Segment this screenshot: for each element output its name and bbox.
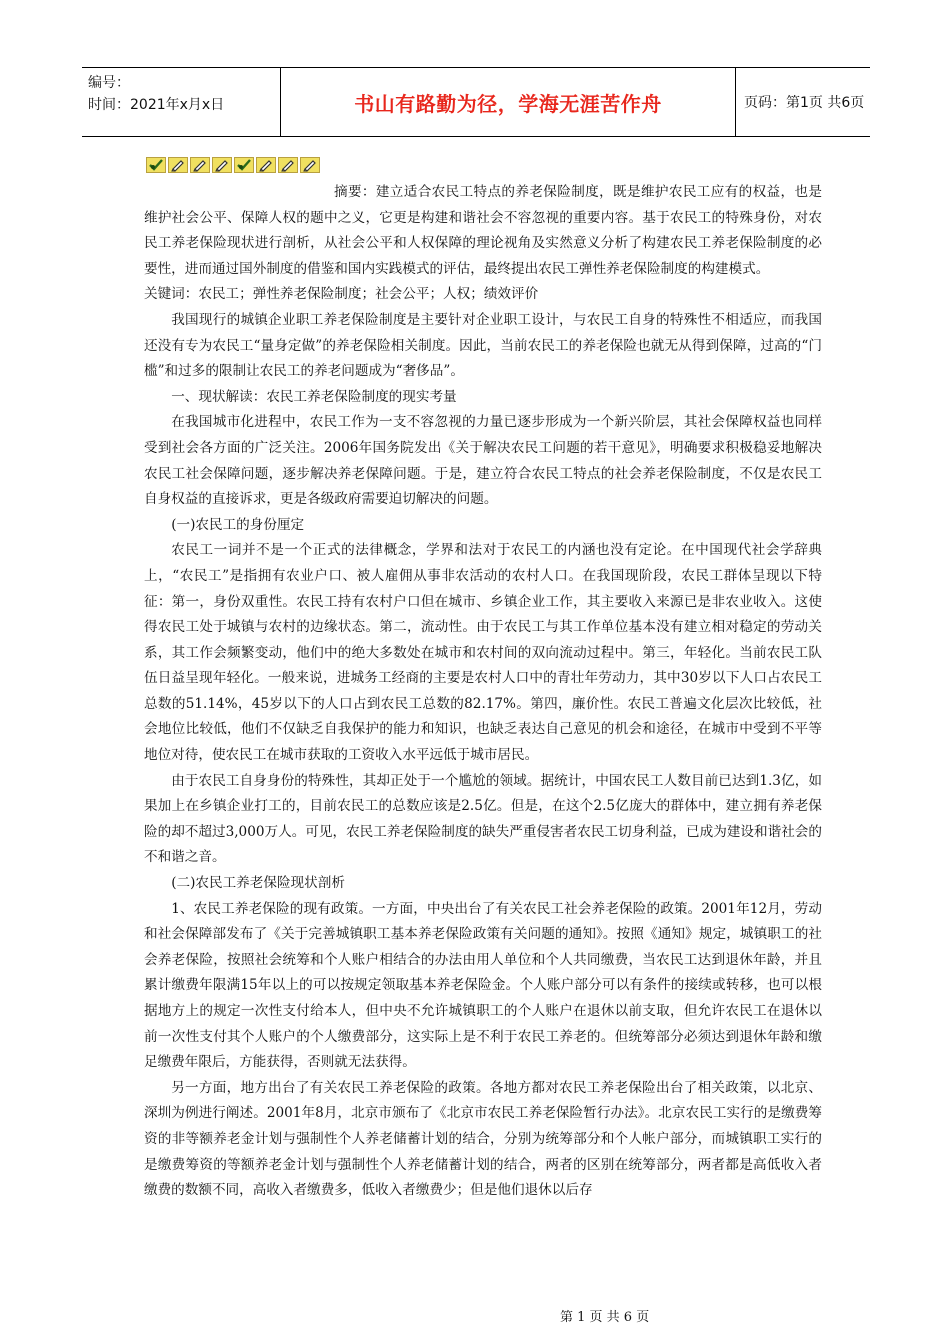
edit-icon [256, 157, 276, 173]
ok-icon [234, 157, 254, 173]
code-label: 编号： [88, 75, 130, 91]
decorative-icon-bar [146, 157, 322, 175]
edit-icon [300, 157, 320, 173]
header-motto: 书山有路勤为径，学海无涯苦作舟 [354, 91, 662, 116]
paragraph: (二)农民工养老保险现状剖析 [171, 875, 345, 892]
ok-icon [146, 157, 166, 173]
paragraph: 由于农民工自身身份的特殊性，其却正处于一个尴尬的领域。据统计，中国农民工人数目前已达到1.3亿，如果加上在乡镇企业打工的，目前农民工的总数应该是2.5亿。但是，在这个2.5亿庞大的群体中，建立拥有养老保险的却不超过3,000万人。可见，农民工养老保险制度的缺失严重侵害者农民工切身利益，已成为建设和谐社会的不和谐之音。 [144, 772, 822, 866]
paragraph: (一)农民工的身份厘定 [171, 516, 305, 533]
document-body [144, 180, 822, 1204]
paragraph: 在我国城市化进程中，农民工作为一支不容忽视的力量已逐步形成为一个新兴阶层，其社会保障权益也同样受到社会各方面的广泛关注。2006年国务院发出《关于解决农民工问题的若干意见》，明确要求积极稳妥地解决农民工社会保障问题，逐步解决养老保障问题。于是，建立符合农民工特点的社会养老保险制度，不仅是农民工自身权益的直接诉求，更是各级政府需要迫切解决的问题。 [144, 414, 822, 508]
edit-icon [168, 157, 188, 173]
paragraph: 农民工一词并不是一个正式的法律概念，学界和法对于农民工的内涵也没有定论。在中国现代社会学辞典上，“农民工”是指拥有农业户口、被人雇佣从事非农活动的农村人口。在我国现阶段，农民工群体呈现以下特征：第一，身份双重性。农民工持有农村户口但在城市、乡镇企业工作，其主要收入来源已是非农业收入。这使得农民工处于城镇与农村的边缘状态。第二，流动性。由于农民工与其工作单位基本没有建立相对稳定的劳动关系，其工作会频繁变动，他们中的绝大多数处在城市和农村间的双向流动过程中。第三，年轻化。当前农民工队伍日益呈现年轻化。一般来说，进城务工经商的主要是农村人口中的青壮年劳动力，其中30岁以下人口占农民工总数的51.14%，45岁以下的人口占到农民工总数的82.17%。第四，廉价性。农民工普遍文化层次比较低，社会地位比较低，他们不仅缺乏自我保护的能力和知识，也缺乏表达自己意见的机会和途径，在城市中受到不平等地位对待，使农民工在城市获取的工资收入水平远低于城市居民。 [144, 542, 822, 764]
header-page-cell [736, 68, 870, 136]
time-label: 时间：2021年x月x日 [88, 97, 225, 113]
document-header [82, 67, 870, 137]
paragraph: 摘要：建立适合农民工特点的养老保险制度，既是维护农民工应有的权益，也是维护社会公平、保障人权的题中之义，它更是构建和谐社会不容忽视的重要内容。基于农民工的特殊身份，对农民工养老保险现状进行剖析，从社会公平和人权保障的理论视角及实然意义分析了构建农民工养老保险制度的必要性，进而通过国外制度的借鉴和国内实践模式的评估，最终提出农民工弹性养老保险制度的构建模式。 [144, 184, 822, 277]
header-motto-cell [281, 68, 736, 136]
paragraph: 1、农民工养老保险的现有政策。一方面，中央出台了有关农民工社会养老保险的政策。2001年12月，劳动和社会保障部发布了《关于完善城镇职工基本养老保险政策有关问题的通知》。按照《通知》规定，城镇职工的社会养老保险，按照社会统筹和个人账户相结合的办法由用人单位和个人共同缴费，当农民工达到退休年龄，并且累计缴费年限满15年以上的可以按规定领取基本养老保险金。个人账户部分可以有条件的接续或转移，也可以根据地方上的规定一次性支付给本人，但中央不允许城镇职工的个人账户在退休以前支取，但允许农民工在退休以前一次性支付其个人账户的个人缴费部分，这实际上是不利于农民工养老的。但统筹部分必须达到退休年龄和缴足缴费年限后，方能获得，否则就无法获得。 [144, 900, 822, 1071]
paragraph: 关键词：农民工；弹性养老保险制度；社会公平；人权；绩效评价 [144, 286, 539, 303]
header-meta [82, 68, 281, 136]
paragraph: 另一方面，地方出台了有关农民工养老保险的政策。各地方都对农民工养老保险出台了相关政策，以北京、深圳为例进行阐述。2001年8月，北京市颁布了《北京市农民工养老保险暂行办法》。北京农民工实行的是缴费筹资的非等额养老金计划与强制性个人养老储蓄计划的结合，分别为统筹部分和个人帐户部分，而城镇职工实行的是缴费筹资的等额养老金计划与强制性个人养老储蓄计划的结合，两者的区别在统筹部分，两者都是高低收入者缴费的数额不同，高收入者缴费多，低收入者缴费少；但是他们退休以后存 [144, 1079, 822, 1199]
page-footer: 第 1 页 共 6 页 [560, 1310, 650, 1325]
edit-icon [212, 157, 232, 173]
paragraph: 一、现状解读：农民工养老保险制度的现实考量 [171, 388, 457, 405]
header-page-info: 页码：第1页 共6页 [744, 95, 865, 111]
edit-icon [190, 157, 210, 173]
paragraph: 我国现行的城镇企业职工养老保险制度是主要针对企业职工设计，与农民工自身的特殊性不相适应，而我国还没有专为农民工“量身定做”的养老保险相关制度。因此，当前农民工的养老保险也就无从得到保障，过高的“门槛”和过多的限制让农民工的养老问题成为“奢侈品”。 [144, 311, 822, 380]
edit-icon [278, 157, 298, 173]
